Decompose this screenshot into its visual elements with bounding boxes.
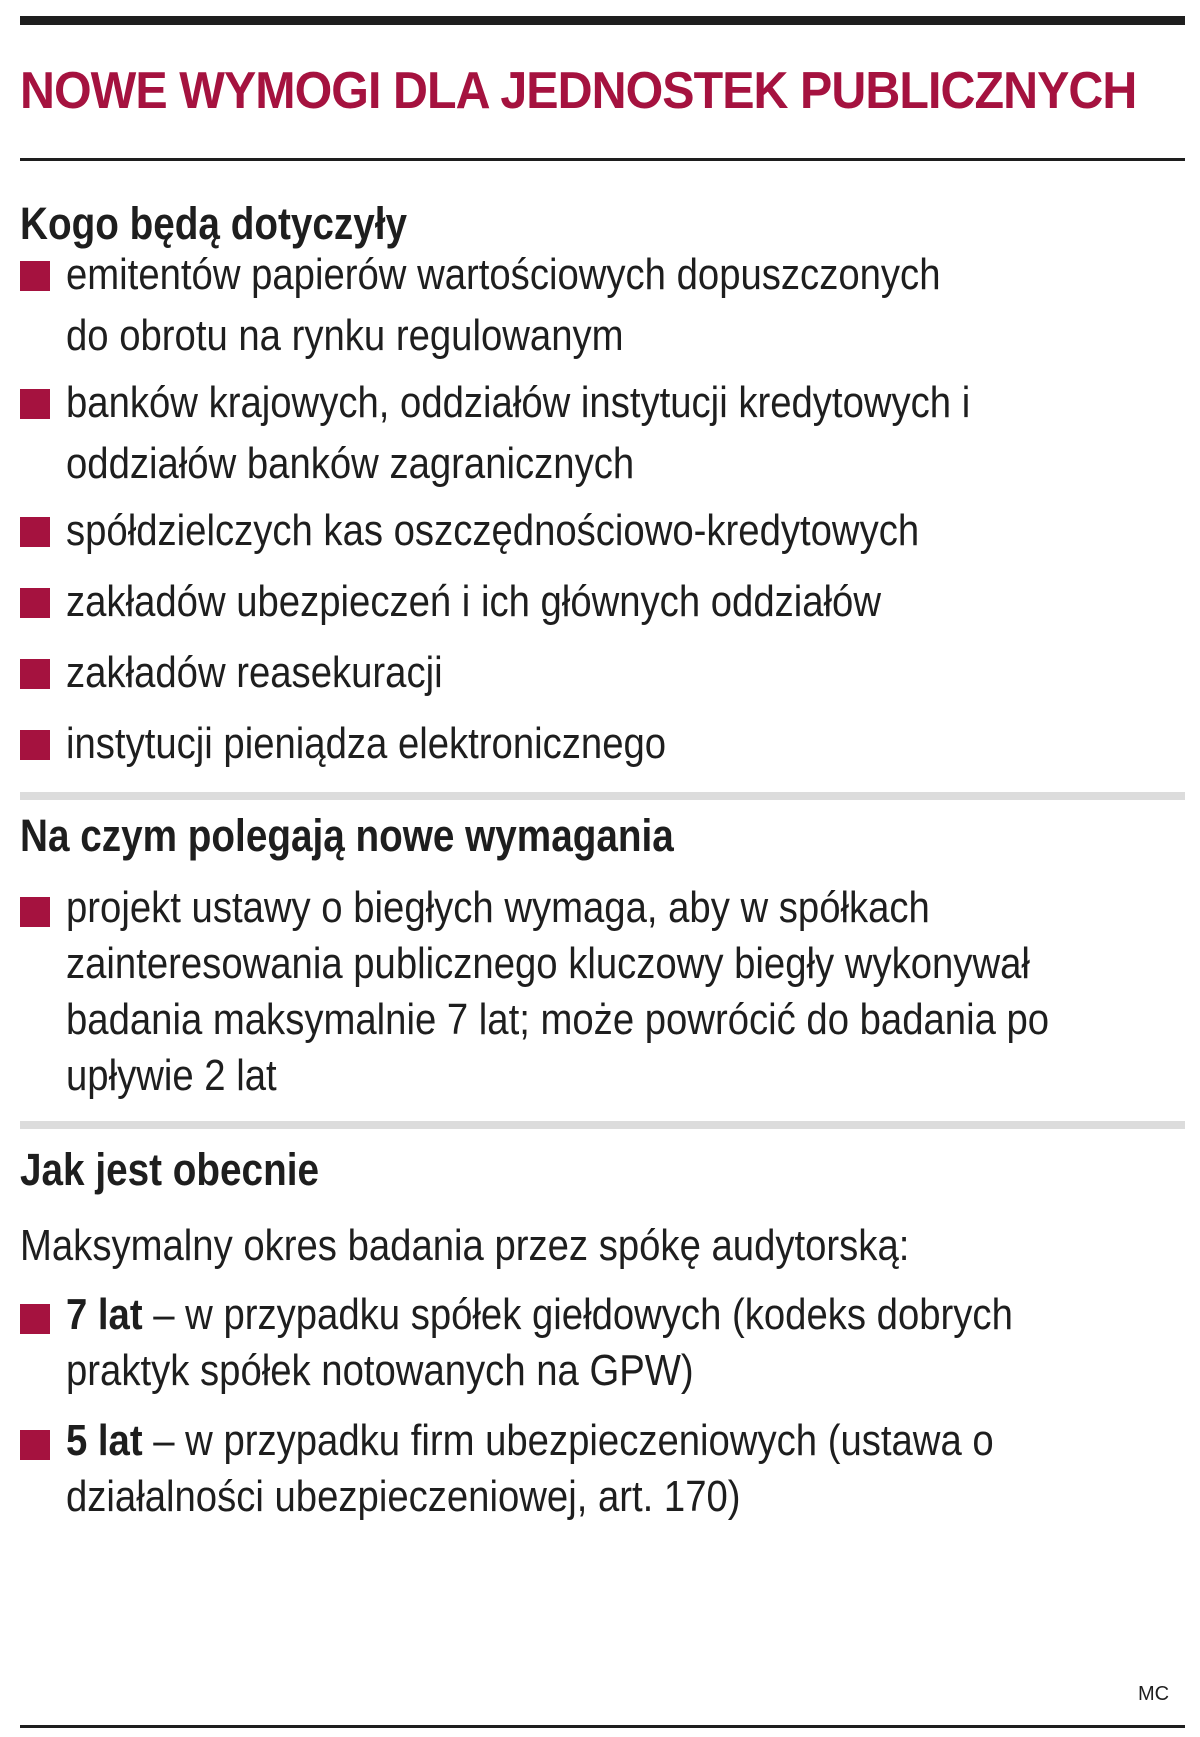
list-item-text: banków krajowych, oddziałów instytucji kredytowych i oddziałów banków zagranicznych [66,378,971,488]
square-bullet-icon [20,1304,50,1334]
list-item-text: zakładów ubezpieczeń i ich głównych oddziałów [66,577,881,626]
author-credit: MC [1138,1683,1170,1705]
period-5-years-description: – w przypadku firm ubezpieczeniowych (ustawa o działalności ubezpieczeniowej, art. 170) [66,1416,994,1521]
square-bullet-icon [20,1430,50,1460]
square-bullet-icon [20,659,50,689]
period-7-years: 7 lat [66,1290,143,1339]
section-divider [20,792,1185,800]
square-bullet-icon [20,261,50,291]
list-item-text [66,1287,1040,1399]
square-bullet-icon [20,897,50,927]
title-rule [20,158,1185,161]
square-bullet-icon [20,517,50,547]
list-item-text: zakładów reasekuracji [66,648,443,697]
bottom-rule [20,1725,1185,1728]
section-intro: Maksymalny okres badania przez spókę audytorską: [20,1221,910,1270]
section-heading-who: Kogo będą dotyczyły [20,198,408,249]
infobox [20,0,1185,1737]
square-bullet-icon [20,389,50,419]
period-7-years-description: – w przypadku spółek giełdowych (kodeks dobrych praktyk spółek notowanych na GPW) [66,1290,1013,1395]
list-item-text: emitentów papierów wartościowych dopuszczonych do obrotu na rynku regulowanym [66,250,941,360]
list-item-text: projekt ustawy o biegłych wymaga, aby w spółkach zainteresowania publicznego kluczowy biegły wykonywał badania maksymalnie 7 lat; może powrócić do badania po upływie 2 lat [66,883,1050,1100]
period-5-years: 5 lat [66,1416,143,1465]
list-item-text [66,1413,1040,1525]
section-divider [20,1121,1185,1129]
infobox-title: NOWE WYMOGI DLA JEDNOSTEK PUBLICZNYCH [20,62,1137,120]
top-rule [20,16,1185,25]
list-item-text: spółdzielczych kas oszczędnościowo-kredytowych [66,506,920,555]
list-item-text: instytucji pieniądza elektronicznego [66,719,667,768]
square-bullet-icon [20,588,50,618]
square-bullet-icon [20,730,50,760]
section-heading-requirements: Na czym polegają nowe wymagania [20,810,674,861]
section-heading-current: Jak jest obecnie [20,1144,320,1195]
